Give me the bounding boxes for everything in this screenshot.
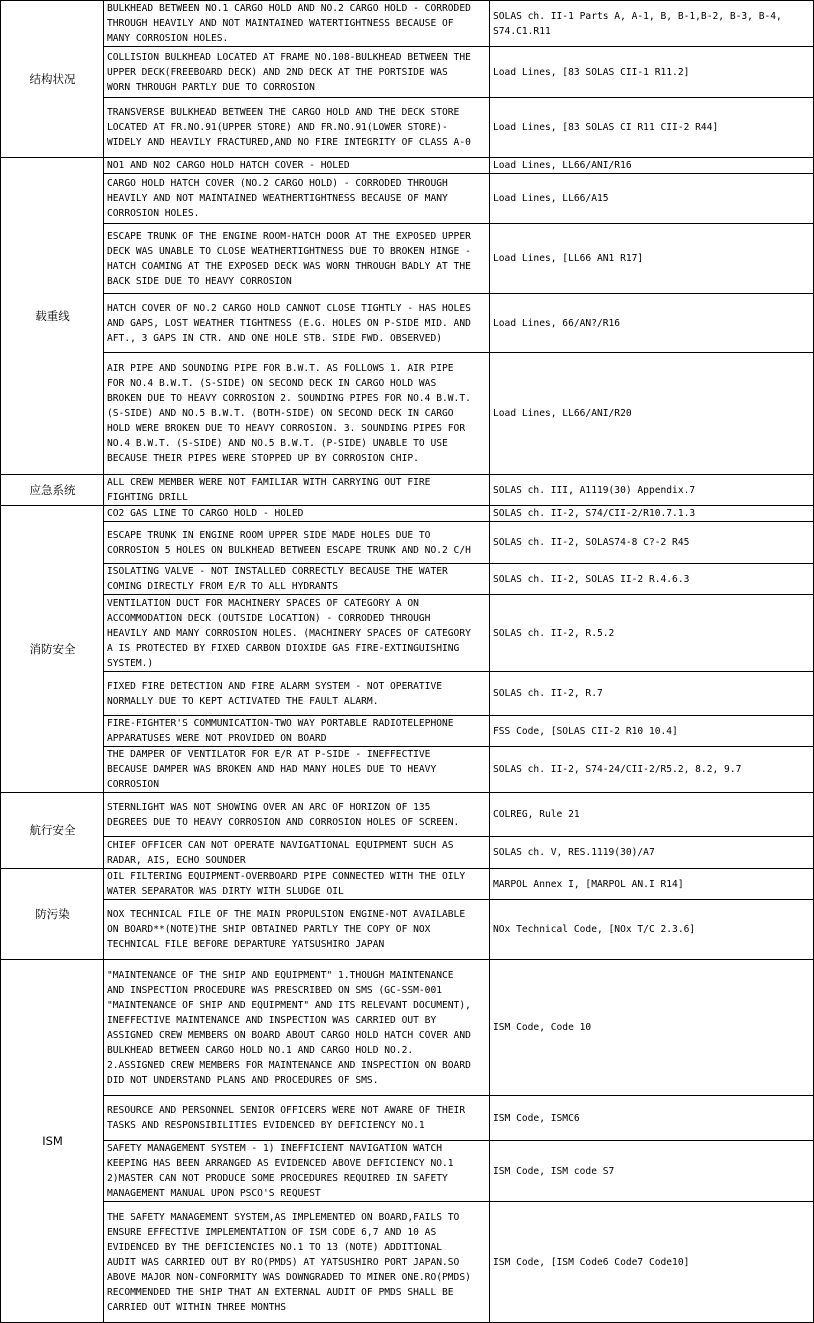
deficiency-reference: Load Lines, LL66/ANI/R16	[490, 158, 814, 174]
deficiency-description: SAFETY MANAGEMENT SYSTEM - 1) INEFFICIENT NAVIGATION WATCH KEEPING HAS BEEN ARRANGED AS EVIDENCED ABOVE DEFICIENCY NO.1 2)MASTER CAN NOT PRODUCE SOME PROCEDURES REQUIRED IN SAFETY MANAGEMENT MANUAL UPON PSCO'S REQUEST	[104, 1141, 490, 1202]
deficiency-description: NO1 AND NO2 CARGO HOLD HATCH COVER - HOLED	[104, 158, 490, 174]
deficiency-reference: SOLAS ch. II-2, SOLAS74-8 C?-2 R45	[490, 522, 814, 564]
deficiency-reference: SOLAS ch. II-2, SOLAS II-2 R.4.6.3	[490, 564, 814, 595]
table-row	[1, 1141, 814, 1202]
deficiency-description: OIL FILTERING EQUIPMENT-OVERBOARD PIPE CONNECTED WITH THE OILY WATER SEPARATOR WAS DIRTY WITH SLUDGE OIL	[104, 869, 490, 900]
category-cell-pollution-prevention: 防污染	[1, 869, 104, 960]
deficiency-description: TRANSVERSE BULKHEAD BETWEEN THE CARGO HOLD AND THE DECK STORE LOCATED AT FR.NO.91(UPPER STORE) AND FR.NO.91(LOWER STORE)- WIDELY AND HEAVILY FRACTURED,AND NO FIRE INTEGRITY OF CLASS A-0	[104, 98, 490, 158]
table-row	[1, 98, 814, 158]
table-row	[1, 716, 814, 747]
deficiency-description: CO2 GAS LINE TO CARGO HOLD - HOLED	[104, 506, 490, 522]
category-cell-load-lines: 载重线	[1, 158, 104, 475]
table-row	[1, 747, 814, 793]
table-row	[1, 1, 814, 47]
category-cell-ism: ISM	[1, 960, 104, 1323]
deficiency-description: AIR PIPE AND SOUNDING PIPE FOR B.W.T. AS FOLLOWS 1. AIR PIPE FOR NO.4 B.W.T. (S-SIDE) ON SECOND DECK IN CARGO HOLD WAS BROKEN DUE TO HEAVY CORROSION 2. SOUNDING PIPES FOR NO.4 B.W.T. (S-SIDE) AND NO.5 B.W.T. (BOTH-SIDE) ON SECOND DECK IN CARGO HOLD WERE BROKEN DUE TO HEAVY CORROSION. 3. SOUNDING PIPES FOR NO.4 B.W.T. (S-SIDE) AND NO.5 B.W.T. (P-SIDE) UNABLE TO USE BECAUSE THEIR PIPES WERE STOPPED UP BY CORROSION CHIP.	[104, 353, 490, 475]
table-row	[1, 294, 814, 353]
deficiency-description: THE DAMPER OF VENTILATOR FOR E/R AT P-SIDE - INEFFECTIVE BECAUSE DAMPER WAS BROKEN AND HAD MANY HOLES DUE TO HEAVY CORROSION	[104, 747, 490, 793]
table-row	[1, 47, 814, 98]
deficiency-reference: SOLAS ch. II-2, R.7	[490, 672, 814, 716]
category-cell-emergency: 应急系统	[1, 475, 104, 506]
deficiency-description: STERNLIGHT WAS NOT SHOWING OVER AN ARC OF HORIZON OF 135 DEGREES DUE TO HEAVY CORROSION AND CORROSION HOLES OF SCREEN.	[104, 793, 490, 837]
deficiency-reference: FSS Code, [SOLAS CII-2 R10 10.4]	[490, 716, 814, 747]
deficiency-description: HATCH COVER OF NO.2 CARGO HOLD CANNOT CLOSE TIGHTLY - HAS HOLES AND GAPS, LOST WEATHER TIGHTNESS (E.G. HOLES ON P-SIDE MID. AND AFT., 3 GAPS IN CTR. AND ONE HOLE STB. SIDE FWD. OBSERVED)	[104, 294, 490, 353]
deficiency-reference: Load Lines, LL66/ANI/R20	[490, 353, 814, 475]
deficiency-description: BULKHEAD BETWEEN NO.1 CARGO HOLD AND NO.2 CARGO HOLD - CORRODED THROUGH HEAVILY AND NOT MAINTAINED WATERTIGHTNESS BECAUSE OF MANY CORROSION HOLES.	[104, 1, 490, 47]
deficiency-reference: Load Lines, [83 SOLAS CII-1 R11.2]	[490, 47, 814, 98]
table-row	[1, 158, 814, 174]
deficiency-description: ISOLATING VALVE - NOT INSTALLED CORRECTLY BECAUSE THE WATER COMING DIRECTLY FROM E/R TO ALL HYDRANTS	[104, 564, 490, 595]
table-row	[1, 564, 814, 595]
deficiency-description: ESCAPE TRUNK IN ENGINE ROOM UPPER SIDE MADE HOLES DUE TO CORROSION 5 HOLES ON BULKHEAD BETWEEN ESCAPE TRUNK AND NO.2 C/H	[104, 522, 490, 564]
table-row	[1, 793, 814, 837]
table-row	[1, 900, 814, 960]
deficiency-reference: Load Lines, LL66/A15	[490, 174, 814, 224]
deficiency-description: ALL CREW MEMBER WERE NOT FAMILIAR WITH CARRYING OUT FIRE FIGHTING DRILL	[104, 475, 490, 506]
deficiency-reference: SOLAS ch. V, RES.1119(30)/A7	[490, 837, 814, 869]
category-cell-navigation-safety: 航行安全	[1, 793, 104, 869]
deficiency-description: NOX TECHNICAL FILE OF THE MAIN PROPULSION ENGINE-NOT AVAILABLE ON BOARD**(NOTE)THE SHIP OBTAINED PARTLY THE COPY OF NOX TECHNICAL FILE BEFORE DEPARTURE YATSUSHIRO JAPAN	[104, 900, 490, 960]
table-row	[1, 837, 814, 869]
category-cell-structure: 结构状况	[1, 1, 104, 158]
table-row	[1, 869, 814, 900]
category-cell-fire-safety: 消防安全	[1, 506, 104, 793]
deficiency-reference: ISM Code, ISMC6	[490, 1096, 814, 1141]
deficiency-reference: SOLAS ch. II-2, S74-24/CII-2/R5.2, 8.2, 9.7	[490, 747, 814, 793]
deficiency-description: ESCAPE TRUNK OF THE ENGINE ROOM-HATCH DOOR AT THE EXPOSED UPPER DECK WAS UNABLE TO CLOSE WEATHERTIGHTNESS DUE TO BROKEN HINGE - HATCH COAMING AT THE EXPOSED DECK WAS WORN THROUGH BADLY AT THE BACK SIDE DUE TO HEAVY CORROSION	[104, 224, 490, 294]
deficiency-reference: SOLAS ch. II-2, R.5.2	[490, 595, 814, 672]
deficiency-description: COLLISION BULKHEAD LOCATED AT FRAME NO.108-BULKHEAD BETWEEN THE UPPER DECK(FREEBOARD DECK) AND 2ND DECK AT THE PORTSIDE WAS WORN THROUGH PARTLY DUE TO CORROSION	[104, 47, 490, 98]
deficiency-reference: Load Lines, [83 SOLAS CI R11 CII-2 R44]	[490, 98, 814, 158]
table-row	[1, 475, 814, 506]
table-row	[1, 224, 814, 294]
deficiency-reference: ISM Code, [ISM Code6 Code7 Code10]	[490, 1202, 814, 1323]
deficiency-reference: ISM Code, ISM code S7	[490, 1141, 814, 1202]
deficiency-reference: COLREG, Rule 21	[490, 793, 814, 837]
deficiency-reference: MARPOL Annex I, [MARPOL AN.I R14]	[490, 869, 814, 900]
table-row	[1, 506, 814, 522]
deficiency-description: THE SAFETY MANAGEMENT SYSTEM,AS IMPLEMENTED ON BOARD,FAILS TO ENSURE EFFECTIVE IMPLEMENTATION OF ISM CODE 6,7 AND 10 AS EVIDENCED BY THE DEFICIENCIES NO.1 TO 13 (NOTE) ADDITIONAL AUDIT WAS CARRIED OUT BY RO(PMDS) AT YATSUSHIRO PORT JAPAN.SO ABOVE MAJOR NON-CONFORMITY WAS DOWNGRADED TO MINER ONE.RO(PMDS) RECOMMENDED THE SHIP THAT AN EXTERNAL AUDIT OF PMDS SHALL BE CARRIED OUT WITHIN THREE MONTHS	[104, 1202, 490, 1323]
table-row	[1, 1202, 814, 1323]
table-row	[1, 1096, 814, 1141]
deficiency-reference: NOx Technical Code, [NOx T/C 2.3.6]	[490, 900, 814, 960]
table-row	[1, 595, 814, 672]
deficiency-reference: SOLAS ch. III, A1119(30) Appendix.7	[490, 475, 814, 506]
table-row	[1, 174, 814, 224]
table-row	[1, 522, 814, 564]
deficiency-description: CARGO HOLD HATCH COVER (NO.2 CARGO HOLD) - CORRODED THROUGH HEAVILY AND NOT MAINTAINED WEATHERTIGHTNESS BECAUSE OF MANY CORROSION HOLES.	[104, 174, 490, 224]
deficiency-description: RESOURCE AND PERSONNEL SENIOR OFFICERS WERE NOT AWARE OF THEIR TASKS AND RESPONSIBILITIES EVIDENCED BY DEFICIENCY NO.1	[104, 1096, 490, 1141]
deficiency-description: FIXED FIRE DETECTION AND FIRE ALARM SYSTEM - NOT OPERATIVE NORMALLY DUE TO KEPT ACTIVATED THE FAULT ALARM.	[104, 672, 490, 716]
table-row	[1, 672, 814, 716]
deficiency-description: VENTILATION DUCT FOR MACHINERY SPACES OF CATEGORY A ON ACCOMMODATION DECK (OUTSIDE LOCATION) - CORRODED THROUGH HEAVILY AND MANY CORROSION HOLES. (MACHINERY SPACES OF CATEGORY A IS PROTECTED BY FIXED CARBON DIOXIDE GAS FIRE-EXTINGUISHING SYSTEM.)	[104, 595, 490, 672]
deficiency-reference: SOLAS ch. II-2, S74/CII-2/R10.7.1.3	[490, 506, 814, 522]
deficiency-description: "MAINTENANCE OF THE SHIP AND EQUIPMENT" 1.THOUGH MAINTENANCE AND INSPECTION PROCEDURE WAS PRESCRIBED ON SMS (GC-SSM-001 "MAINTENANCE OF SHIP AND EQUIPMENT" AND ITS RELEVANT DOCUMENT), INEFFECTIVE MAINTENANCE AND INSPECTION WAS CARRIED OUT BY ASSIGNED CREW MEMBERS ON BOARD ABOUT CARGO HOLD HATCH COVER AND BULKHEAD BETWEEN CARGO HOLD NO.1 AND CARGO HOLD NO.2. 2.ASSIGNED CREW MEMBERS FOR MAINTENANCE AND INSPECTION ON BOARD DID NOT UNDERSTAND PLANS AND PROCEDURES OF SMS.	[104, 960, 490, 1096]
table-row	[1, 353, 814, 475]
deficiency-description: CHIEF OFFICER CAN NOT OPERATE NAVIGATIONAL EQUIPMENT SUCH AS RADAR, AIS, ECHO SOUNDER	[104, 837, 490, 869]
deficiency-reference: Load Lines, 66/AN?/R16	[490, 294, 814, 353]
deficiency-reference: Load Lines, [LL66 AN1 R17]	[490, 224, 814, 294]
deficiency-reference: SOLAS ch. II-1 Parts A, A-1, B, B-1,B-2, B-3, B-4, S74.C1.R11	[490, 1, 814, 47]
table-row	[1, 960, 814, 1096]
deficiency-reference: ISM Code, Code 10	[490, 960, 814, 1096]
deficiency-description: FIRE-FIGHTER'S COMMUNICATION-TWO WAY PORTABLE RADIOTELEPHONE APPARATUSES WERE NOT PROVIDED ON BOARD	[104, 716, 490, 747]
